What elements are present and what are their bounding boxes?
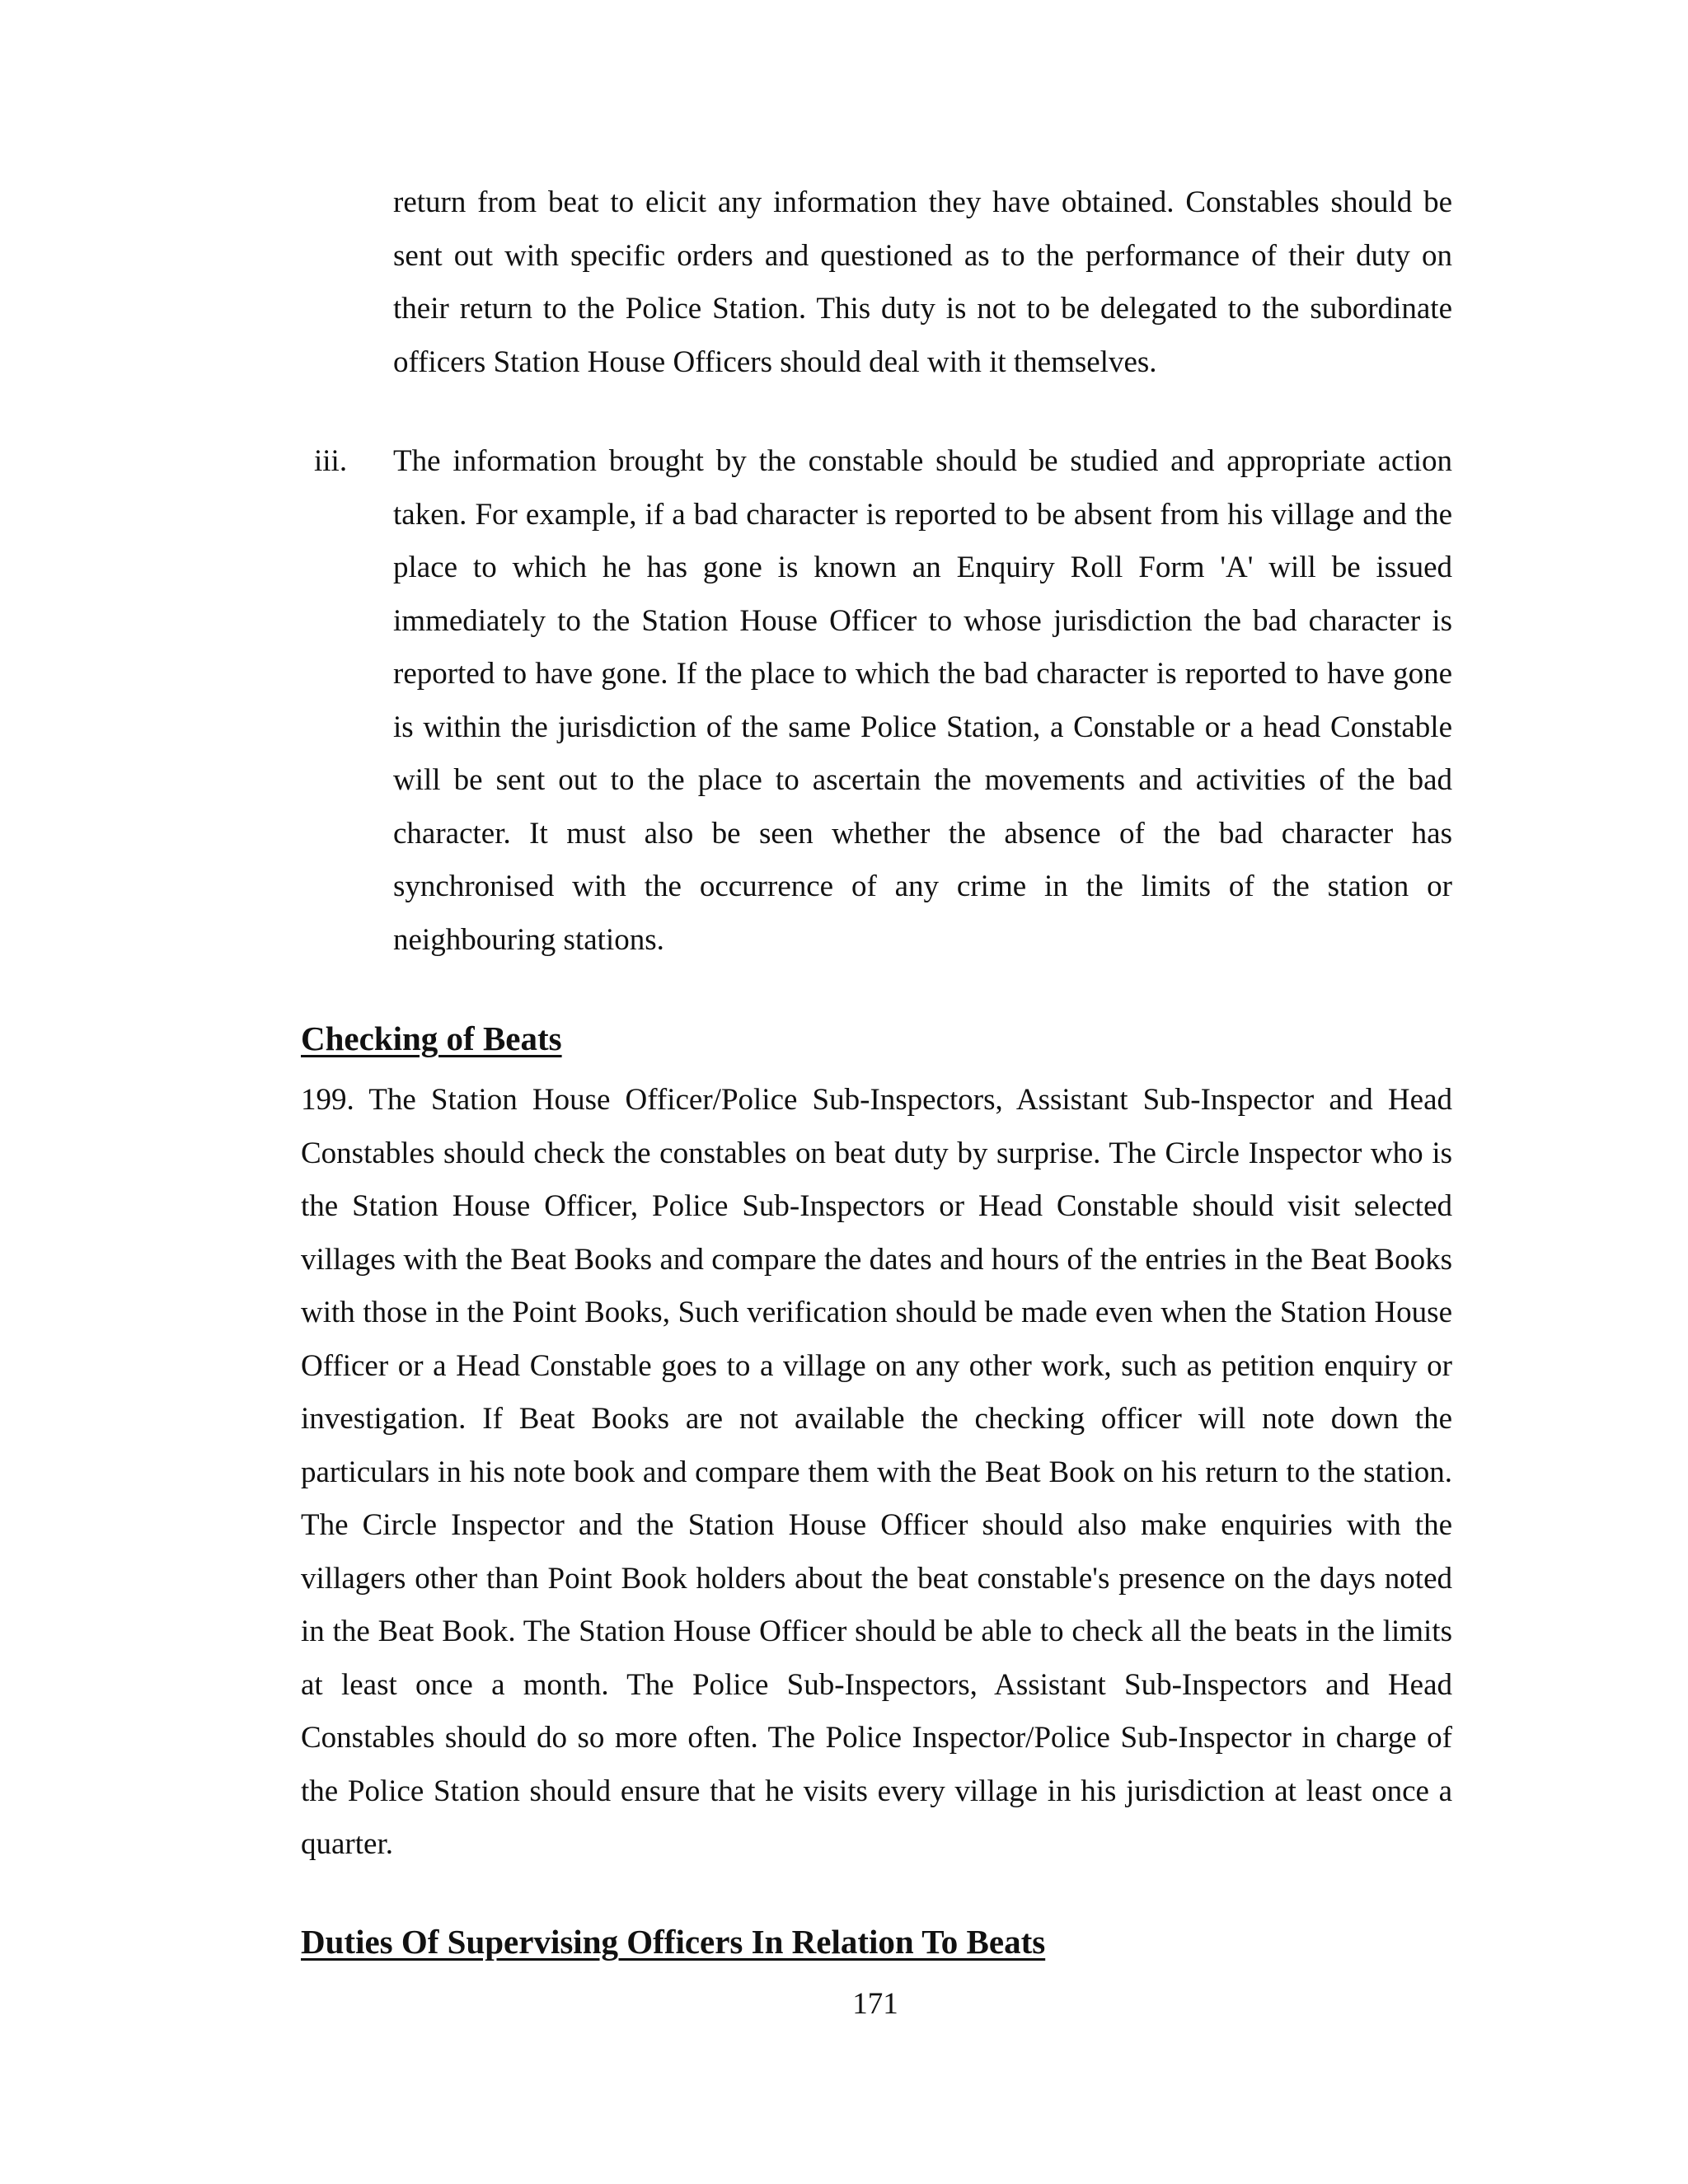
section-heading-duties-of-supervising-officers: Duties Of Supervising Officers In Relation To Beats (301, 1923, 1046, 1961)
paragraph-199: 199. The Station House Officer/Police Sub-Inspectors, Assistant Sub-Inspector and Head Constables should check the constables on beat duty by surprise. The Circle Inspector who is the Station House Officer, Police Sub-Inspectors or Head Constable should visit selected villages with the Beat Books and compare the dates and hours of the entries in the Beat Books with those in the Point Books, Such verification should be made even when the Station House Officer or a Head Constable goes to a village on any other work, such as petition enquiry or investigation. If Beat Books are not available the checking officer will note down the particulars in his note book and compare them with the Beat Book on his return to the station. The Circle Inspector and the Station House Officer should also make enquiries with the villagers other than Point Book holders about the beat constable's presence on the days noted in the Beat Book. The Station House Officer should be able to check all the beats in the limits at least once a month. The Police Sub-Inspectors, Assistant Sub-Inspectors and Head Constables should do so more often. The Police Inspector/Police Sub-Inspector in charge of the Police Station should ensure that he visits every village in his jurisdiction at least once a quarter. (301, 1083, 1452, 1861)
list-item-label: iii. (314, 444, 348, 478)
section-heading-checking-of-beats: Checking of Beats (301, 1019, 562, 1057)
page-number: 171 (852, 1987, 898, 2021)
continuation-paragraph: return from beat to elicit any information they have obtained. Constables should be sent out with specific orders and questioned as to the performance of their duty on their return to the Police Station. This duty is not to be delegated to the subordinate officers Station House Officers should deal with it themselves. (393, 185, 1452, 379)
list-item-text: The information brought by the constable should be studied and appropriate action taken. For example, if a bad character is reported to be absent from his village and the place to which he has gone is known an Enquiry Roll Form 'A' will be issued immediately to the Station House Officer to whose jurisdiction the bad character is reported to have gone. If the place to which the bad character is reported to have gone is within the jurisdiction of the same Police Station, a Constable or a head Constable will be sent out to the place to ascertain the movements and activities of the bad character. It must also be seen whether the absence of the bad character has synchronised with the occurrence of any crime in the limits of the station or neighbouring stations. (393, 444, 1452, 957)
